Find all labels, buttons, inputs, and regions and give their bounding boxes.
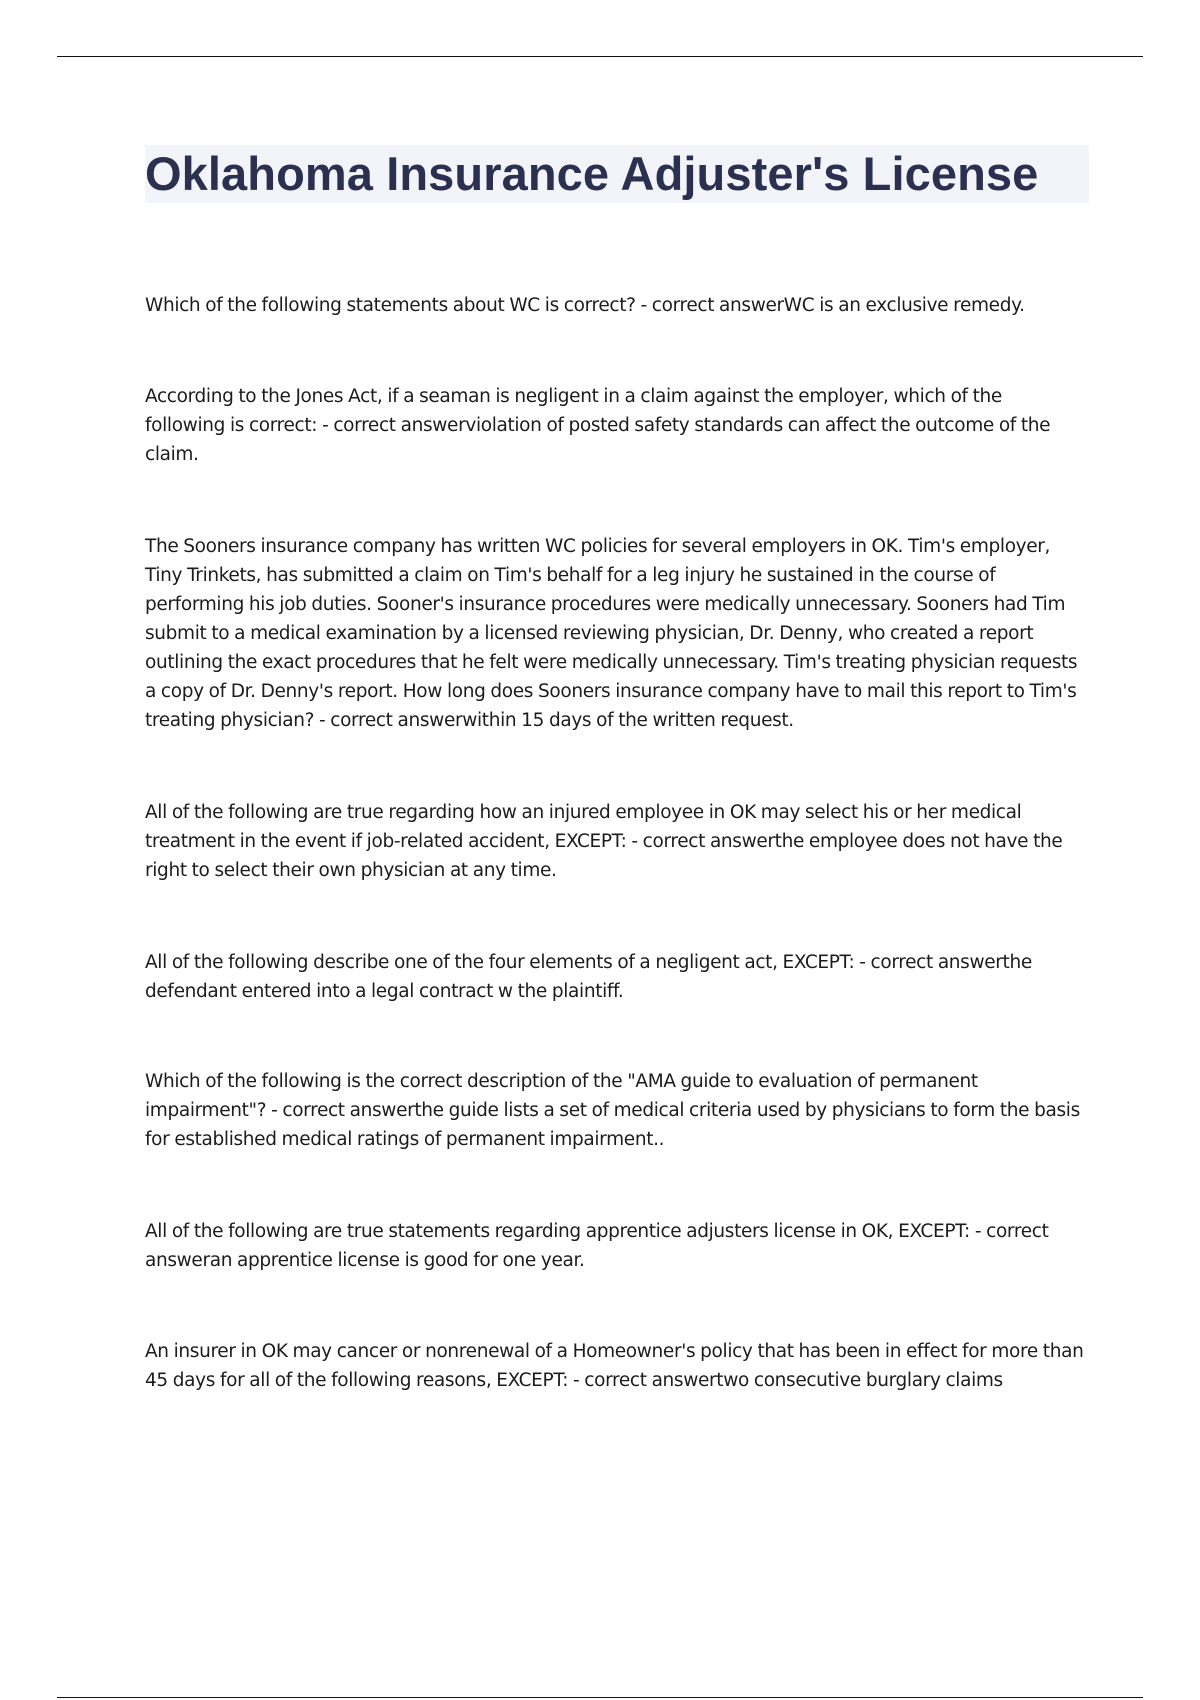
footer-rule xyxy=(57,1697,1143,1698)
qa-separator: - correct answer xyxy=(854,952,1003,973)
qa-question: Which of the following statements about WC is correct? xyxy=(145,295,636,316)
qa-separator: - correct answer xyxy=(568,1370,717,1391)
qa-item-3 xyxy=(145,532,1085,735)
header-rule xyxy=(57,56,1143,57)
qa-item-7 xyxy=(145,1217,1085,1275)
qa-answer: the defendant entered into a legal contract w the plaintiff. xyxy=(145,952,1032,1002)
qa-item-4 xyxy=(145,798,1085,885)
qa-question: All of the following describe one of the four elements of a negligent act, EXCEPT: xyxy=(145,952,855,973)
qa-separator: - correct answer xyxy=(626,831,775,852)
qa-separator: - correct answer xyxy=(317,415,466,436)
qa-item-6 xyxy=(145,1067,1085,1154)
qa-item-1 xyxy=(145,291,1085,320)
qa-answer: the guide lists a set of medical criteria used by physicians to form the basis for established medical ratings of permanent impairment.. xyxy=(145,1100,1080,1150)
qa-item-2 xyxy=(145,382,1085,469)
qa-answer: an apprentice license is good for one year. xyxy=(209,1250,585,1271)
qa-question: All of the following are true regarding how an injured employee in OK may select his or her medical treatment in the event if job-related accident, EXCEPT: xyxy=(145,802,1022,852)
qa-question: All of the following are true statements regarding apprentice adjusters license in OK, EXCEPT: xyxy=(145,1221,970,1242)
document-title: Oklahoma Insurance Adjuster's License xyxy=(145,147,1039,200)
qa-separator: - correct answer xyxy=(635,295,784,316)
qa-question: The Sooners insurance company has written WC policies for several employers in OK. Tim's employer, Tiny Trinkets, has submitted a claim on Tim's behalf for a leg injury he sustained in the course of performing his job duties. Sooner's insurance procedures were medically unnecessary. Sooners had Tim submit to a medical examination by a licensed reviewing physician, Dr. Denny, who created a report outlining the exact procedures that he felt were medically unnecessary. Tim's treating physician requests a copy of Dr. Denny's report. How long does Sooners insurance company have to mail this report to Tim's treating physician? xyxy=(145,536,1078,731)
qa-question: An insurer in OK may cancer or nonrenewal of a Homeowner's policy that has been in effect for more than 45 days for all of the following reasons, EXCEPT: xyxy=(145,1341,1084,1391)
qa-item-5 xyxy=(145,948,1085,1006)
qa-question: According to the Jones Act, if a seaman is negligent in a claim against the employer, which of the following is correct: xyxy=(145,386,1002,436)
qa-separator: - correct answer xyxy=(266,1100,415,1121)
qa-answer: violation of posted safety standards can affect the outcome of the claim. xyxy=(145,415,1051,465)
qa-answer: the employee does not have the right to select their own physician at any time. xyxy=(145,831,1063,881)
qa-question: Which of the following is the correct description of the "AMA guide to evaluation of permanent impairment"? xyxy=(145,1071,978,1121)
qa-separator: - correct answer xyxy=(145,1221,1049,1271)
qa-item-8 xyxy=(145,1337,1085,1395)
qa-answer: WC is an exclusive remedy. xyxy=(783,295,1025,316)
qa-answer: within 15 days of the written request. xyxy=(462,710,794,731)
qa-answer: two consecutive burglary claims xyxy=(716,1370,1003,1391)
qa-separator: - correct answer xyxy=(314,710,463,731)
